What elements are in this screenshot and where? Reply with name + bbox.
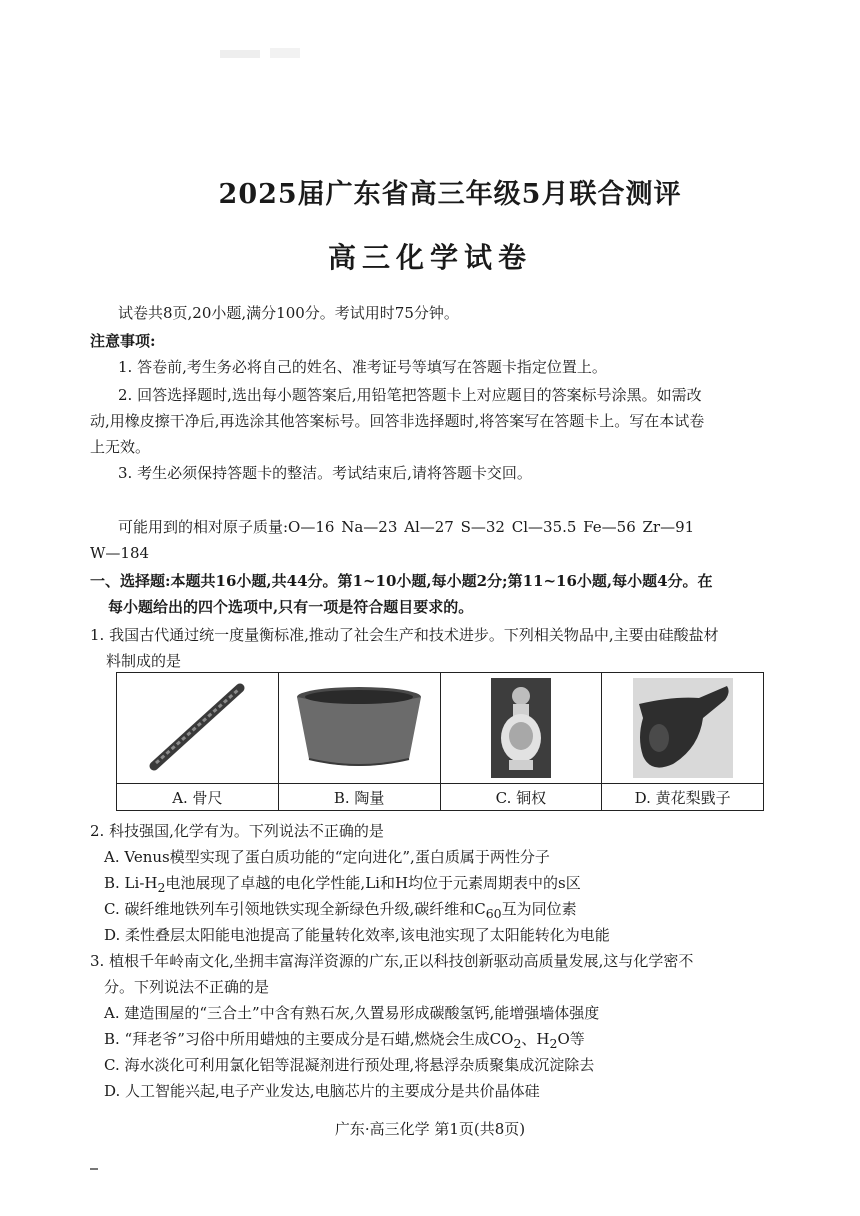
q3-stem-line2: 分。下列说法不正确的是 (104, 978, 270, 996)
scan-mark (90, 1168, 98, 1170)
q3-option-d: D. 人工智能兴起,电子产业发达,电脑芯片的主要成分是共价晶体硅 (104, 1082, 540, 1100)
q1-figure-a (117, 673, 279, 784)
q3-stem-line1: 3. 植根千年岭南文化,坐拥丰富海洋资源的广东,正以科技创新驱动高质量发展,这与化学密不 (90, 952, 694, 970)
exam-info: 试卷共8页,20小题,满分100分。考试用时75分钟。 (118, 304, 459, 322)
exam-subject-title: 高三化学试卷 (327, 241, 532, 274)
notice-item-2-line2: 动,用橡皮擦干净后,再选涂其他答案标号。回答非选择题时,将答案写在答题卡上。写在本试卷 (90, 412, 705, 430)
bronze-weight-photo (491, 678, 551, 778)
q3-option-b: B. “拜老爷”习俗中所用蜡烛的主要成分是石蜡,燃烧会生成$CO_2$、$H_2O$等 (104, 1030, 585, 1051)
atomic-masses-line1: 可能用到的相对原子质量:O—16 Na—23 Al—27 S—32 Cl—35.5 Fe—56 Zr—91 (118, 518, 695, 536)
q1-caption-c: C. 铜权 (440, 784, 602, 811)
q2-option-a: A. Venus模型实现了蛋白质功能的“定向进化”,蛋白质属于两性分子 (104, 848, 550, 866)
bone-ruler-photo (142, 678, 252, 778)
exam-title: 2025届广东省高三年级5月联合测评 (218, 179, 682, 210)
notice-item-3: 3. 考生必须保持答题卡的整洁。考试结束后,请将答题卡交回。 (118, 464, 532, 482)
atomic-masses-line2: W—184 (90, 544, 150, 562)
notice-item-1: 1. 答卷前,考生务必将自己的姓名、准考证号等填写在答题卡指定位置上。 (118, 358, 607, 376)
pottery-measure-photo (289, 683, 429, 773)
scan-artifact (200, 44, 320, 66)
rosewood-scale-photo (633, 678, 733, 778)
q1-stem-line2: 料制成的是 (106, 652, 182, 670)
q1-figure-d (602, 673, 764, 784)
q3-option-a: A. 建造围屋的“三合土”中含有熟石灰,久置易形成碳酸氢钙,能增强墙体强度 (104, 1004, 600, 1022)
q2-option-c: C. 碳纤维地铁列车引领地铁实现全新绿色升级,碳纤维和$C_{60}$互为同位素 (104, 900, 577, 921)
page-footer: 广东·高三化学 第1页(共8页) (334, 1120, 526, 1138)
section1-heading-line2: 每小题给出的四个选项中,只有一项是符合题目要求的。 (108, 598, 474, 616)
q2-option-b: B. $Li-H_2$电池展现了卓越的电化学性能,Li和H均位于元素周期表中的s区 (104, 874, 581, 895)
notice-item-2-line1: 2. 回答选择题时,选出每小题答案后,用铅笔把答题卡上对应题目的答案标号涂黑。如需改 (118, 386, 702, 404)
q2-stem: 2. 科技强国,化学有为。下列说法不正确的是 (90, 822, 384, 840)
q1-figure-table (116, 672, 764, 811)
q1-caption-b: B. 陶量 (278, 784, 440, 811)
q2-option-d: D. 柔性叠层太阳能电池提高了能量转化效率,该电池实现了太阳能转化为电能 (104, 926, 610, 944)
q1-caption-d: D. 黄花梨戥子 (602, 784, 764, 811)
q1-stem-line1: 1. 我国古代通过统一度量衡标准,推动了社会生产和技术进步。下列相关物品中,主要由硅酸盐材 (90, 626, 719, 644)
q1-figure-b (278, 673, 440, 784)
q1-caption-a: A. 骨尺 (117, 784, 279, 811)
q1-figure-c (440, 673, 602, 784)
q3-option-c: C. 海水淡化可利用氯化铝等混凝剂进行预处理,将悬浮杂质聚集成沉淀除去 (104, 1056, 595, 1074)
notice-item-2-line3: 上无效。 (90, 438, 151, 456)
notice-heading: 注意事项: (90, 332, 156, 350)
section1-heading-line1: 一、选择题:本题共16小题,共44分。第1~10小题,每小题2分;第11~16小题,每小题4分。在 (90, 572, 713, 590)
